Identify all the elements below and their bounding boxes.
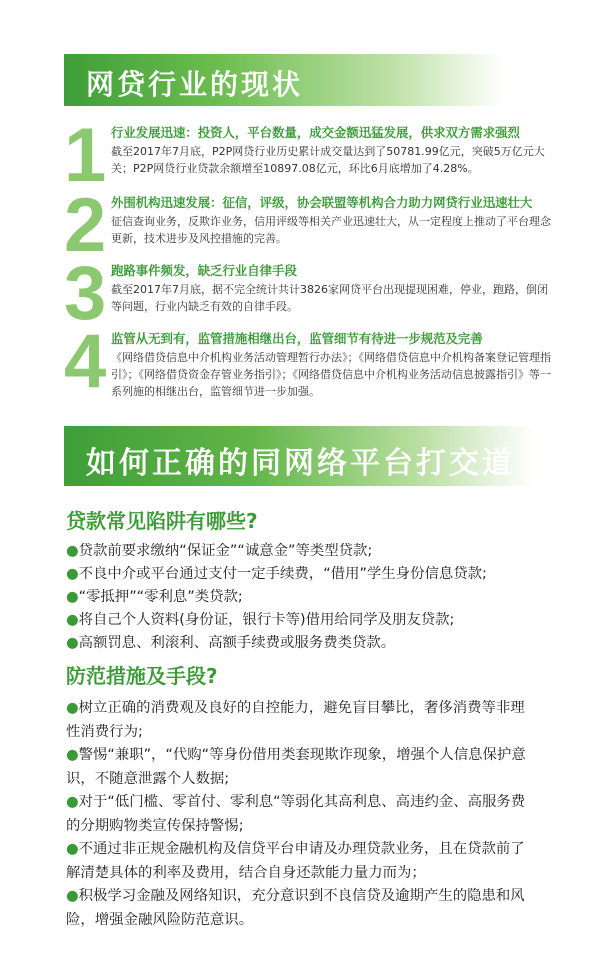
list-item: ●将自己个人资料(身份证，银行卡等)借用给同学及朋友贷款; [66, 612, 455, 628]
list-item: ●高额罚息、利滚利、高额手续费或服务费类贷款。 [66, 635, 396, 651]
bullet-icon: ● [66, 700, 79, 716]
measures-list [66, 697, 536, 932]
item-body: 征信查询业务，反欺诈业务，信用评级等相关产业迅速壮大，从一定程度上推动了平台理念更新，技术进步及风控措施的完善。 [111, 215, 551, 245]
item-title: 行业发展迅速：投资人，平台数量，成交金额迅猛发展，供求双方需求强烈 [111, 125, 520, 140]
list-item: ●警惕“兼职”，“代购“等身份借用类套现欺诈现象，增强个人信息保护意识，不随意泄露个人数据; [66, 747, 526, 787]
list-item: ●“零抵押”“零利息”类贷款; [66, 589, 243, 605]
bullet-icon: ● [66, 747, 79, 763]
item-title: 跑路事件频发，缺乏行业自律手段 [111, 263, 297, 278]
section-title: 如何正确的同网络平台打交道 [86, 446, 515, 481]
section-banner-how-to-deal [64, 426, 534, 486]
item-body: 截至2017年7月底，P2P网贷行业历史累计成交量达到了50781.99亿元，突破5万亿元大关；P2P网贷行业贷款余额增至10897.08亿元，环比6月底增加了4.28%。 [111, 145, 545, 175]
bullet-icon: ● [66, 794, 79, 810]
list-item: ●不良中介或平台通过支付一定手续费，“借用”学生身份信息贷款; [66, 566, 487, 582]
bullet-icon: ● [66, 635, 79, 651]
bullet-icon: ● [66, 841, 79, 857]
item-body: 《网络借贷信息中介机构业务活动管理暂行办法》；《网络借贷信息中介机构备案登记管理指引》；《网络借贷资金存管业务指引》；《网络借贷信息中介机构业务活动信息披露指引》等一系列施的相继出台，监管细节进一步加强。 [111, 351, 551, 398]
status-item-2 [64, 183, 554, 268]
bullet-icon: ● [66, 612, 79, 628]
list-item: ●对于“低门槛、零首付、零利息“等弱化其高利息、高违约金、高服务费的分期购物类宣传保持警惕; [66, 794, 526, 834]
list-item: ●树立正确的消费观及良好的自控能力，避免盲目攀比，奢侈消费等非理性消费行为; [66, 700, 525, 740]
item-title: 监管从无到有，监管措施相继出台，监管细节有待进一步规范及完善 [111, 331, 483, 346]
status-item-3 [64, 251, 554, 336]
list-item: ●不通过非正规金融机构及信贷平台申请及办理贷款业务，且在贷款前了解清楚具体的利率及费用，结合自身还款能力量力而为； [66, 841, 525, 881]
item-number: 4 [64, 319, 107, 404]
item-title: 外围机构迅速发展：征信，评级，协会联盟等机构合力助力网贷行业迅速壮大 [111, 195, 533, 210]
measures-heading: 防范措施及手段? [66, 664, 218, 688]
list-item: ●贷款前要求缴纳“保证金”“诚意金”等类型贷款; [66, 543, 373, 559]
bullet-icon: ● [66, 589, 79, 605]
item-number: 3 [64, 251, 107, 336]
section-title: 网贷行业的现状 [86, 68, 304, 101]
traps-list [66, 540, 556, 655]
list-item: ●积极学习金融及网络知识，充分意识到不良信贷及逾期产生的隐患和风险，增强金融风险防范意识。 [66, 888, 525, 928]
item-number: 2 [64, 183, 107, 268]
section-banner-industry-status [64, 54, 504, 106]
bullet-icon: ● [66, 566, 79, 582]
status-item-1 [64, 113, 554, 198]
item-body: 截至2017年7月底，据不完全统计共计3826家网贷平台出现提现困难，停业，跑路，倒闭等问题，行业内缺乏有效的自律手段。 [111, 283, 548, 313]
status-item-4 [64, 319, 554, 410]
item-number: 1 [64, 113, 107, 198]
bullet-icon: ● [66, 543, 79, 559]
bullet-icon: ● [66, 888, 79, 904]
traps-heading: 贷款常见陷阱有哪些? [66, 509, 258, 533]
